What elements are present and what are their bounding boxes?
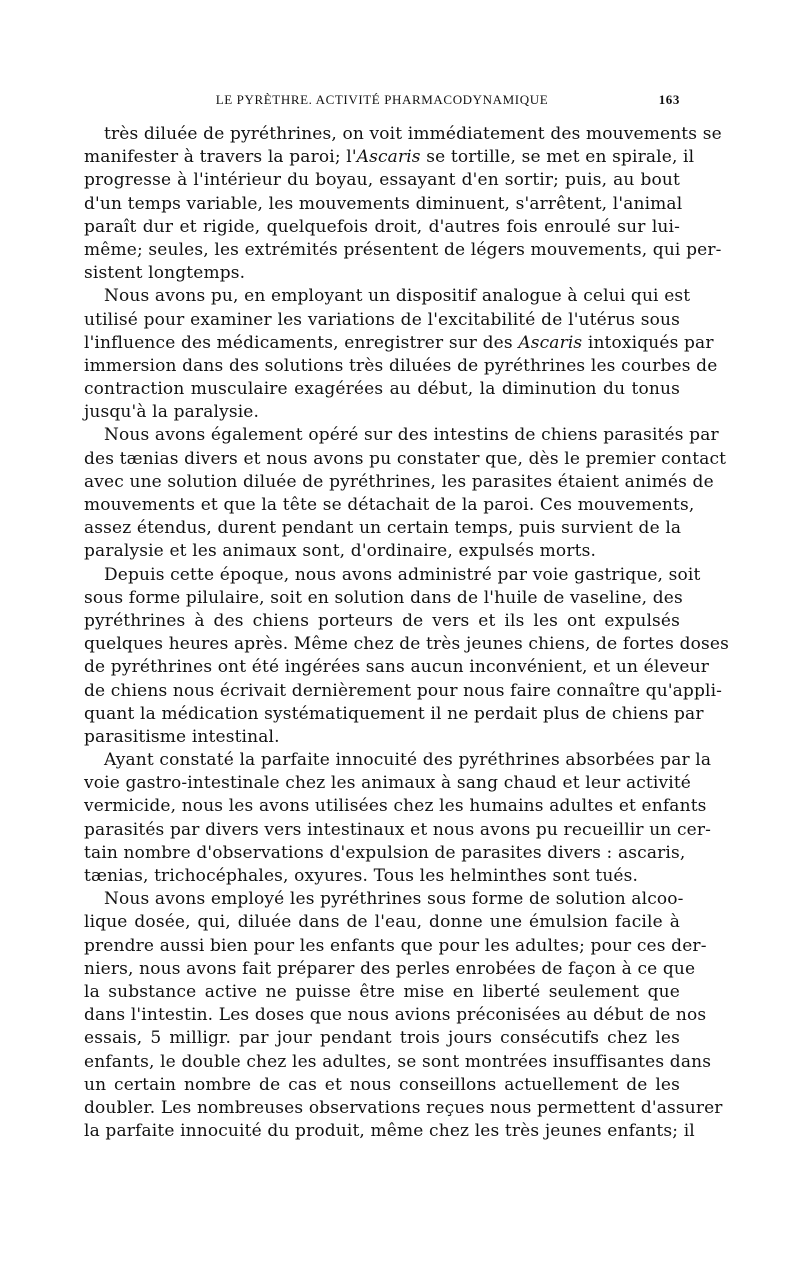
text-line: dans l'intestin. Les doses que nous avions préconisées au début de nos	[84, 1005, 707, 1026]
text-line: Ayant constaté la parfaite innocuité des pyréthrines absorbées par la	[104, 750, 712, 771]
text-line: la substance active ne puisse être mise en liberté seulement que	[84, 981, 680, 1002]
paragraph	[84, 424, 727, 563]
text-line: d'un temps variable, les mouvements diminuent, s'arrêtent, l'animal	[84, 193, 683, 214]
text-line: niers, nous avons fait préparer des perles enrobées de façon à ce que	[84, 958, 696, 979]
text-line: Depuis cette époque, nous avons administré par voie gastrique, soit	[104, 564, 701, 585]
text-line: Nous avons employé les pyréthrines sous forme de solution alcoo-	[104, 889, 684, 910]
text-line: un certain nombre de cas et nous conseillons actuellement de les	[84, 1074, 680, 1095]
text-line: parasitisme intestinal.	[84, 726, 280, 747]
running-header	[84, 90, 680, 112]
text-line: Nous avons pu, en employant un dispositif analogue à celui qui est	[104, 286, 691, 307]
text-line: la parfaite innocuité du produit, même chez les très jeunes enfants; il	[84, 1121, 695, 1142]
text-line: de pyréthrines ont été ingérées sans aucun inconvénient, et un éleveur	[84, 657, 710, 678]
text-line: contraction musculaire exagérées au début, la diminution du tonus	[84, 379, 680, 400]
page-number: 163	[658, 92, 680, 107]
paragraph	[84, 749, 712, 888]
text-line: pyréthrines à des chiens porteurs de vers et ils les ont expulsés	[84, 610, 680, 631]
text-line: immersion dans des solutions très diluées de pyréthrines les courbes de	[84, 355, 718, 376]
text-line: très diluée de pyréthrines, on voit immédiatement des mouvements se	[104, 124, 722, 144]
text-line: vermicide, nous les avons utilisées chez les humains adultes et enfants	[84, 796, 707, 817]
text-line: avec une solution diluée de pyréthrines, les parasites étaient animés de	[84, 471, 714, 492]
paragraph	[84, 285, 718, 424]
text-line: paralysie et les animaux sont, d'ordinaire, expulsés morts.	[84, 541, 597, 562]
text-line: sistent longtemps.	[84, 263, 246, 284]
text-line: utilisé pour examiner les variations de l'excitabilité de l'utérus sous	[84, 309, 680, 330]
text-line: lique dosée, qui, diluée dans de l'eau, donne une émulsion facile à	[84, 912, 680, 933]
paragraph	[84, 123, 722, 285]
text-line: paraît dur et rigide, quelquefois droit, d'autres fois enroulé sur lui-	[84, 216, 680, 237]
text-line: de chiens nous écrivait dernièrement pour nous faire connaître qu'appli-	[84, 680, 723, 701]
text-line: quelques heures après. Même chez de très jeunes chiens, de fortes doses	[84, 634, 729, 655]
text-line: essais, 5 milligr. par jour pendant trois jours consécutifs chez les	[84, 1028, 680, 1049]
text-line: jusqu'à la paralysie.	[84, 402, 260, 423]
text-line: parasités par divers vers intestinaux et nous avons pu recueillir un cer-	[84, 819, 712, 840]
text-line: enfants, le double chez les adultes, se sont montrées insuffisantes dans	[84, 1051, 712, 1072]
text-line: Nous avons également opéré sur des intestins de chiens parasités par	[104, 425, 719, 446]
paragraph	[84, 564, 729, 750]
text-line: des tænias divers et nous avons pu constater que, dès le premier contact	[84, 448, 727, 469]
text-line: même; seules, les extrémités présentent de légers mouvements, qui per-	[84, 239, 722, 260]
text-line: progresse à l'intérieur du boyau, essayant d'en sortir; puis, au bout	[84, 170, 680, 191]
paragraph	[84, 888, 723, 1143]
text-line: mouvements et que la tête se détachait de la paroi. Ces mouvements,	[84, 495, 695, 515]
text-line: prendre aussi bien pour les enfants que pour les adultes; pour ces der-	[84, 935, 707, 956]
text-line: tænias, trichocéphales, oxyures. Tous les helminthes sont tués.	[84, 866, 639, 886]
text-line: sous forme pilulaire, soit en solution dans de l'huile de vaseline, des	[84, 587, 683, 608]
text-line: assez étendus, durent pendant un certain temps, puis survient de la	[84, 518, 682, 539]
text-line: tain nombre d'observations d'expulsion de parasites divers : ascaris,	[84, 842, 686, 863]
body-text	[84, 123, 729, 1143]
text-line: manifester à travers la paroi; l'Ascaris se tortille, se met en spirale, il	[84, 147, 695, 168]
text-line: doubler. Les nombreuses observations reçues nous permettent d'assurer	[84, 1097, 723, 1118]
text-line: quant la médication systématiquement il ne perdait plus de chiens par	[84, 703, 704, 724]
text-line: voie gastro-intestinale chez les animaux à sang chaud et leur activité	[84, 773, 692, 794]
running-head-title: LE PYRÈTHRE. ACTIVITÉ PHARMACODYNAMIQUE	[215, 92, 549, 107]
text-line: l'influence des médicaments, enregistrer sur des Ascaris intoxiqués par	[84, 332, 714, 353]
